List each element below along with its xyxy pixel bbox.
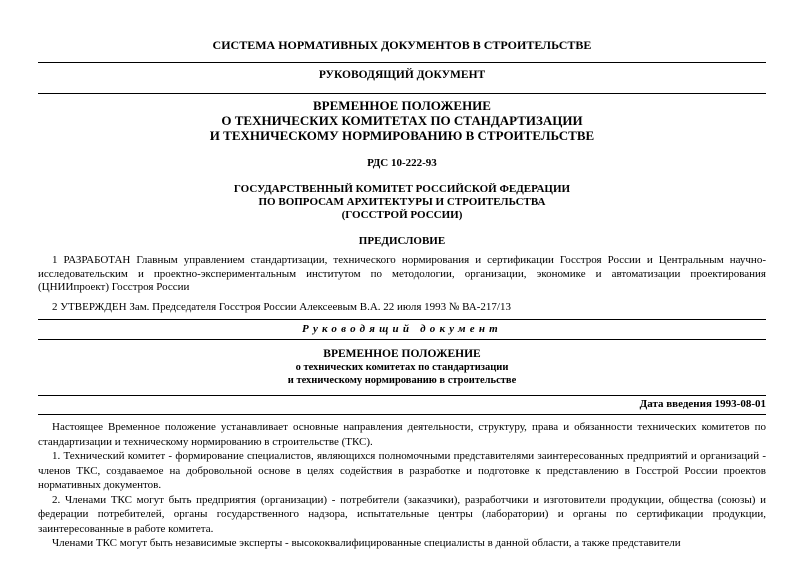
section-title-line: ВРЕМЕННОЕ ПОЛОЖЕНИЕ: [323, 348, 481, 360]
document-code: РДС 10-222-93: [367, 157, 437, 169]
document-body: [38, 420, 766, 551]
title-line: И ТЕХНИЧЕСКОМУ НОРМИРОВАНИЮ В СТРОИТЕЛЬСТВЕ: [209, 128, 595, 143]
committee-line: ПО ВОПРОСАМ АРХИТЕКТУРЫ И СТРОИТЕЛЬСТВА: [258, 196, 546, 208]
title-line: О ТЕХНИЧЕСКИХ КОМИТЕТАХ ПО СТАНДАРТИЗАЦИИ: [221, 113, 583, 128]
document-title: [38, 98, 766, 143]
committee-heading: [38, 183, 766, 222]
body-paragraph: Членами ТКС могут быть независимые эксперты - высококвалифицированные специалисты в данной области, а также представители: [52, 537, 681, 549]
divider: [38, 319, 766, 320]
preface-paragraph: 1 РАЗРАБОТАН Главным управлением стандартизации, технического нормирования и сертификации Госстроя России и Центральным научно-исследовательским и проектно-экспериментальным институтом по методологии, организации, экономике и автоматизации проектирования (ЦНИИпроект) Госстроя России: [38, 254, 766, 293]
preface-heading: ПРЕДИСЛОВИЕ: [358, 235, 446, 247]
title-line: ВРЕМЕННОЕ ПОЛОЖЕНИЕ: [313, 98, 491, 113]
section-title-line: и техническому нормированию в строительстве: [287, 375, 517, 386]
section-title: [38, 348, 766, 387]
system-heading: СИСТЕМА НОРМАТИВНЫХ ДОКУМЕНТОВ В СТРОИТЕЛЬСТВЕ: [212, 38, 592, 52]
body-paragraph: 1. Технический комитет - формирование специалистов, являющихся полномочными представителями заинтересованных предприятий и организаций - членов ТКС, создаваемое на добровольной основе в целях содействия в разработке и подготовке к представлению в Госстрой России проектов нормативных документов.: [38, 450, 766, 491]
document-page: [38, 0, 766, 551]
divider: [38, 93, 766, 94]
divider: [38, 414, 766, 415]
committee-line: (ГОССТРОЙ РОССИИ): [341, 209, 463, 221]
doc-type-heading: РУКОВОДЯЩИЙ ДОКУМЕНТ: [318, 69, 486, 81]
divider: [38, 395, 766, 396]
divider: [38, 339, 766, 340]
committee-line: ГОСУДАРСТВЕННЫЙ КОМИТЕТ РОССИЙСКОЙ ФЕДЕРАЦИИ: [233, 183, 571, 195]
effective-date: Дата введения 1993-08-01: [639, 398, 766, 410]
section-doc-type: Руководящий документ: [302, 323, 502, 335]
section-title-line: о технических комитетах по стандартизации: [295, 362, 509, 373]
preface-paragraph: 2 УТВЕРЖДЕН Зам. Председателя Госстроя России Алексеевым В.А. 22 июля 1993 № ВА-217/13: [52, 300, 511, 313]
body-paragraph: 2. Членами ТКС могут быть предприятия (организации) - потребители (заказчики), разработчики и изготовители продукции, общества (союзы) и федерации потребителей, органы государственного надзора, испытательные центры (лаборатории) и органы по сертификации продукции, заинтересованные в работе комитета.: [38, 493, 766, 535]
body-paragraph: Настоящее Временное положение устанавливает основные направления деятельности, структуру, права и обязанности технических комитетов по стандартизации и техническому нормированию в строительстве (ТКС).: [38, 421, 766, 448]
divider: [38, 62, 766, 63]
